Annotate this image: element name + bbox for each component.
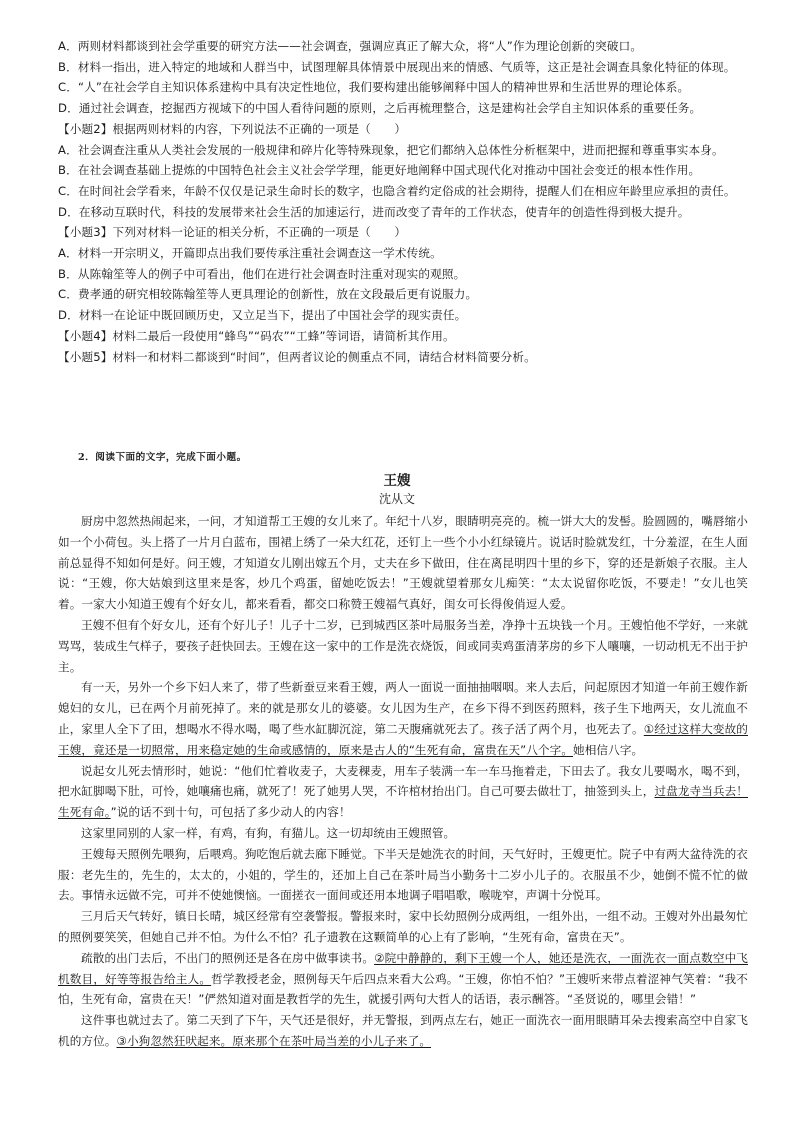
story-text	[58, 511, 748, 1052]
underlined-sentence-1: ①经过这样大变故的王嫂，竟还是一切照常，用来稳定她的生命或感情的，原来是古人的“生死有命，富贵在天”八个字。	[58, 721, 748, 757]
paragraph-text: 哲学教授老金，照例每天午后四点来看大公鸡。“王嫂，你怕不怕？”王嫂听来带点着涩神气笑着：“我不怕，生死有命，富贵在天！”俨然知道对面是教哲学的先生，就援引两句大哲人的话语，表示酬答。“圣贤说的，哪里会错！”	[58, 971, 748, 1007]
option-b: B．材料一指出，进入特定的地域和人群当中，试图理解具体情景中展现出来的情感、气质等，这正是社会调查具象化特征的体现。	[58, 59, 736, 74]
subquestion-3-stem: 【小题3】下列对材料一论证的相关分析，不正确的一项是（ ）	[58, 225, 407, 240]
subquestion-2-option-b: B．在社会调查基础上提炼的中国特色社会主义社会学学理，能更好地阐释中国式现代化对推动中国社会变迁的根本性作用。	[58, 163, 701, 178]
paragraph: 王嫂每天照例先喂狗，后喂鸡。狗吃饱后就去廊下睡觉。下半天是她洗衣的时间，天气好时，王嫂更忙。院子中有两大盆待洗的衣服：老先生的，先生的，太太的，小姐的，学生的，还加上自己在茶叶局当小勤务十二岁小儿子的。衣服虽不少，她倒不慌不忙的做去。事情永远做不完，可并不使她懊恼。一面搓衣一面间或还用本地调子唱唱歌，喉咙窄，声调十分悦耳。	[58, 846, 748, 903]
paragraph: 这家里同别的人家一样，有鸡，有狗，有猫儿。这一切却统由王嫂照管。	[81, 825, 456, 840]
story-author: 沈从文	[378, 492, 415, 506]
subquestion-4: 【小题4】材料二最后一段使用“蜂鸟”“码农”“工蜂”等词语，请简析其作用。	[58, 328, 455, 343]
paragraph: 王嫂不但有个好女儿，还有个好儿子！儿子十二岁，已到城西区茶叶局服务当差，净挣十五块钱一个月。王嫂怕他不学好，一来就骂骂，装成生气样子，要孩子赶快回去。王嫂在这一家中的工作是洗衣烧饭，间或同卖鸡蛋清茅房的乡下人嚷嚷，一切动机无不出于护主。	[58, 617, 748, 674]
paragraph	[58, 677, 748, 760]
story-title: 王嫂	[383, 473, 411, 489]
option-d: D．通过社会调查，挖掘西方视域下的中国人看待问题的原则，之后再梳理整合，这是建构社会学自主知识体系的重要任务。	[58, 101, 702, 116]
subquestion-2-option-a: A．社会调查注重从人类社会发展的一般规律和碎片化等特殊现象，把它们都纳入总体性分析框架中，进而把握和尊重事实本身。	[58, 142, 724, 157]
paragraph-text: 她相信八字。	[573, 742, 644, 757]
subquestion-3-option-a: A．材料一开宗明义，开篇即点出我们要传承注重社会调查这一学术传统。	[58, 246, 442, 261]
underlined-sentence-3: ③小狗忽然狂吠起来。原来那个在茶叶局当差的小儿子来了。	[116, 1033, 432, 1048]
paragraph: 厨房中忽然热闹起来，一问，才知道帮工王嫂的女儿来了。年纪十八岁，眼睛明亮亮的。梳一饼大大的发髻。脸圆圆的，嘴唇缩小如一个小荷包。头上搭了一片月白蓝布，围裙上绣了一朵大红花，还钉上一些个小小红绿镜片。说话时脸就发红，十分羞涩，在生人面前总显得不知如何是好。问王嫂，才知道女儿刚出嫁五个月，丈夫在乡下做田，住在离昆明四十里的乡下，穿的还是新娘子衣服。主人说：“王嫂，你大姑娘到这里来是客，炒几个鸡蛋，留她吃饭去！”王嫂就望着那女儿痴笑：“太太说留你吃饭，不要走！”女儿也笑着。一家大小知道王嫂有个好女儿，都来看看，都交口称赞王嫂福气真好，闺女可长得俊俏逗人爱。	[58, 514, 748, 612]
paragraph: 三月后天气转好，镇日长晴，城区经常有空袭警报。警报来时，家中长幼照例分成两组，一组外出，一组不动。王嫂对外出最匆忙的照例要笑笑，但她自己并不怕。为什么不怕？孔子遗教在这颗简单的心上有了影响，“生死有命，富贵在天”。	[58, 909, 748, 944]
subquestion-3-option-b: B．从陈翰笙等人的例子中可看出，他们在进行社会调查时注重对现实的观照。	[58, 266, 466, 281]
paragraph-text: 疏散的出门去后，不出门的照例还是各在房中做事读书。	[81, 950, 375, 965]
subquestion-2-stem: 【小题2】根据两则材料的内容，下列说法不正确的一项是（ ）	[58, 121, 407, 136]
paragraph-text: 这件事也就过去了。第二天到了下午，天气还是很好，并无警报，到两点左右，她正一面洗衣一面用眼睛耳朵去搜索高空中自家飞机的方位。	[58, 1013, 748, 1048]
option-a: A．两则材料都谈到社会学重要的研究方法——社会调查，强调应真正了解大众，将“人”作为理论创新的突破口。	[58, 39, 643, 53]
paragraph	[58, 948, 748, 1010]
paragraph-text: 说起女儿死去情形时，她说：“他们忙着收麦子，大麦稞麦，用车子装满一车一车马拖着走，下田去了。我女儿要喝水，喝不到，把水缸脚喝下肚，可怜，她嚷痛也痛，就死了！死了她男人哭，不许棺材抬出门。自己可要去做壮丁，抽签到头上，	[58, 763, 748, 799]
paragraph-text: 有一天，另外一个乡下妇人来了，带了些新蚕豆来看王嫂，两人一面说一面抽抽咽咽。来人去后，问起原因才知道一年前王嫂作新媳妇的女儿，已在两个月前死掉了。来的就是那女儿的婆婆。女儿因为生产，在乡下得不到医药照料，孩子生下地两天，女儿流血不止，家里人全下了田，想喝水不得水喝，喝了些水缸脚沉淀，第二天腹痛就死去了。孩子活了两个月，也死去了。	[58, 680, 748, 736]
section-2-heading: 2．阅读下面的文字，完成下面小题。	[78, 452, 247, 463]
subquestion-2-option-d: D．在移动互联时代，科技的发展带来社会生活的加速运行，进而改变了青年的工作状态，使青年的创造性得到极大提升。	[58, 204, 690, 219]
underlined-sentence-2: ②院中静静的，剩下王嫂一个人，她还是洗衣，一面洗衣一面点数空中飞机数目，好等等报告给主人。	[58, 950, 748, 986]
subquestion-3-option-d: D．材料一在论证中既回顾历史，又立足当下，提出了中国社会学的现实责任。	[58, 308, 467, 323]
paragraph	[58, 1010, 748, 1052]
subquestion-5: 【小题5】材料一和材料二都谈到“时间”，但两者议论的侧重点不同，请结合材料简要分析。	[58, 349, 536, 364]
question-1-continued	[58, 36, 748, 367]
paragraph	[58, 761, 748, 823]
subquestion-3-option-c: C．费孝通的研究相较陈翰笙等人更具理论的创新性，放在文段最后更有说服力。	[58, 287, 478, 302]
option-c: C．“人”在社会学自主知识体系建构中具有决定性地位，我们要构建出能够阐释中国人的精神世界和生活世界的理论体系。	[58, 80, 690, 95]
paragraph-text: ”说的话不到十句，可包括了多少动人的内容！	[110, 805, 351, 820]
subquestion-2-option-c: C．在时间社会学看来，年龄不仅仅是记录生命时长的数字，也隐含着约定俗成的社会期待，提醒人们在相应年龄里应承担的责任。	[58, 183, 736, 198]
underlined-phrase: 过盘龙寺当兵去！生死有命。	[58, 784, 748, 820]
